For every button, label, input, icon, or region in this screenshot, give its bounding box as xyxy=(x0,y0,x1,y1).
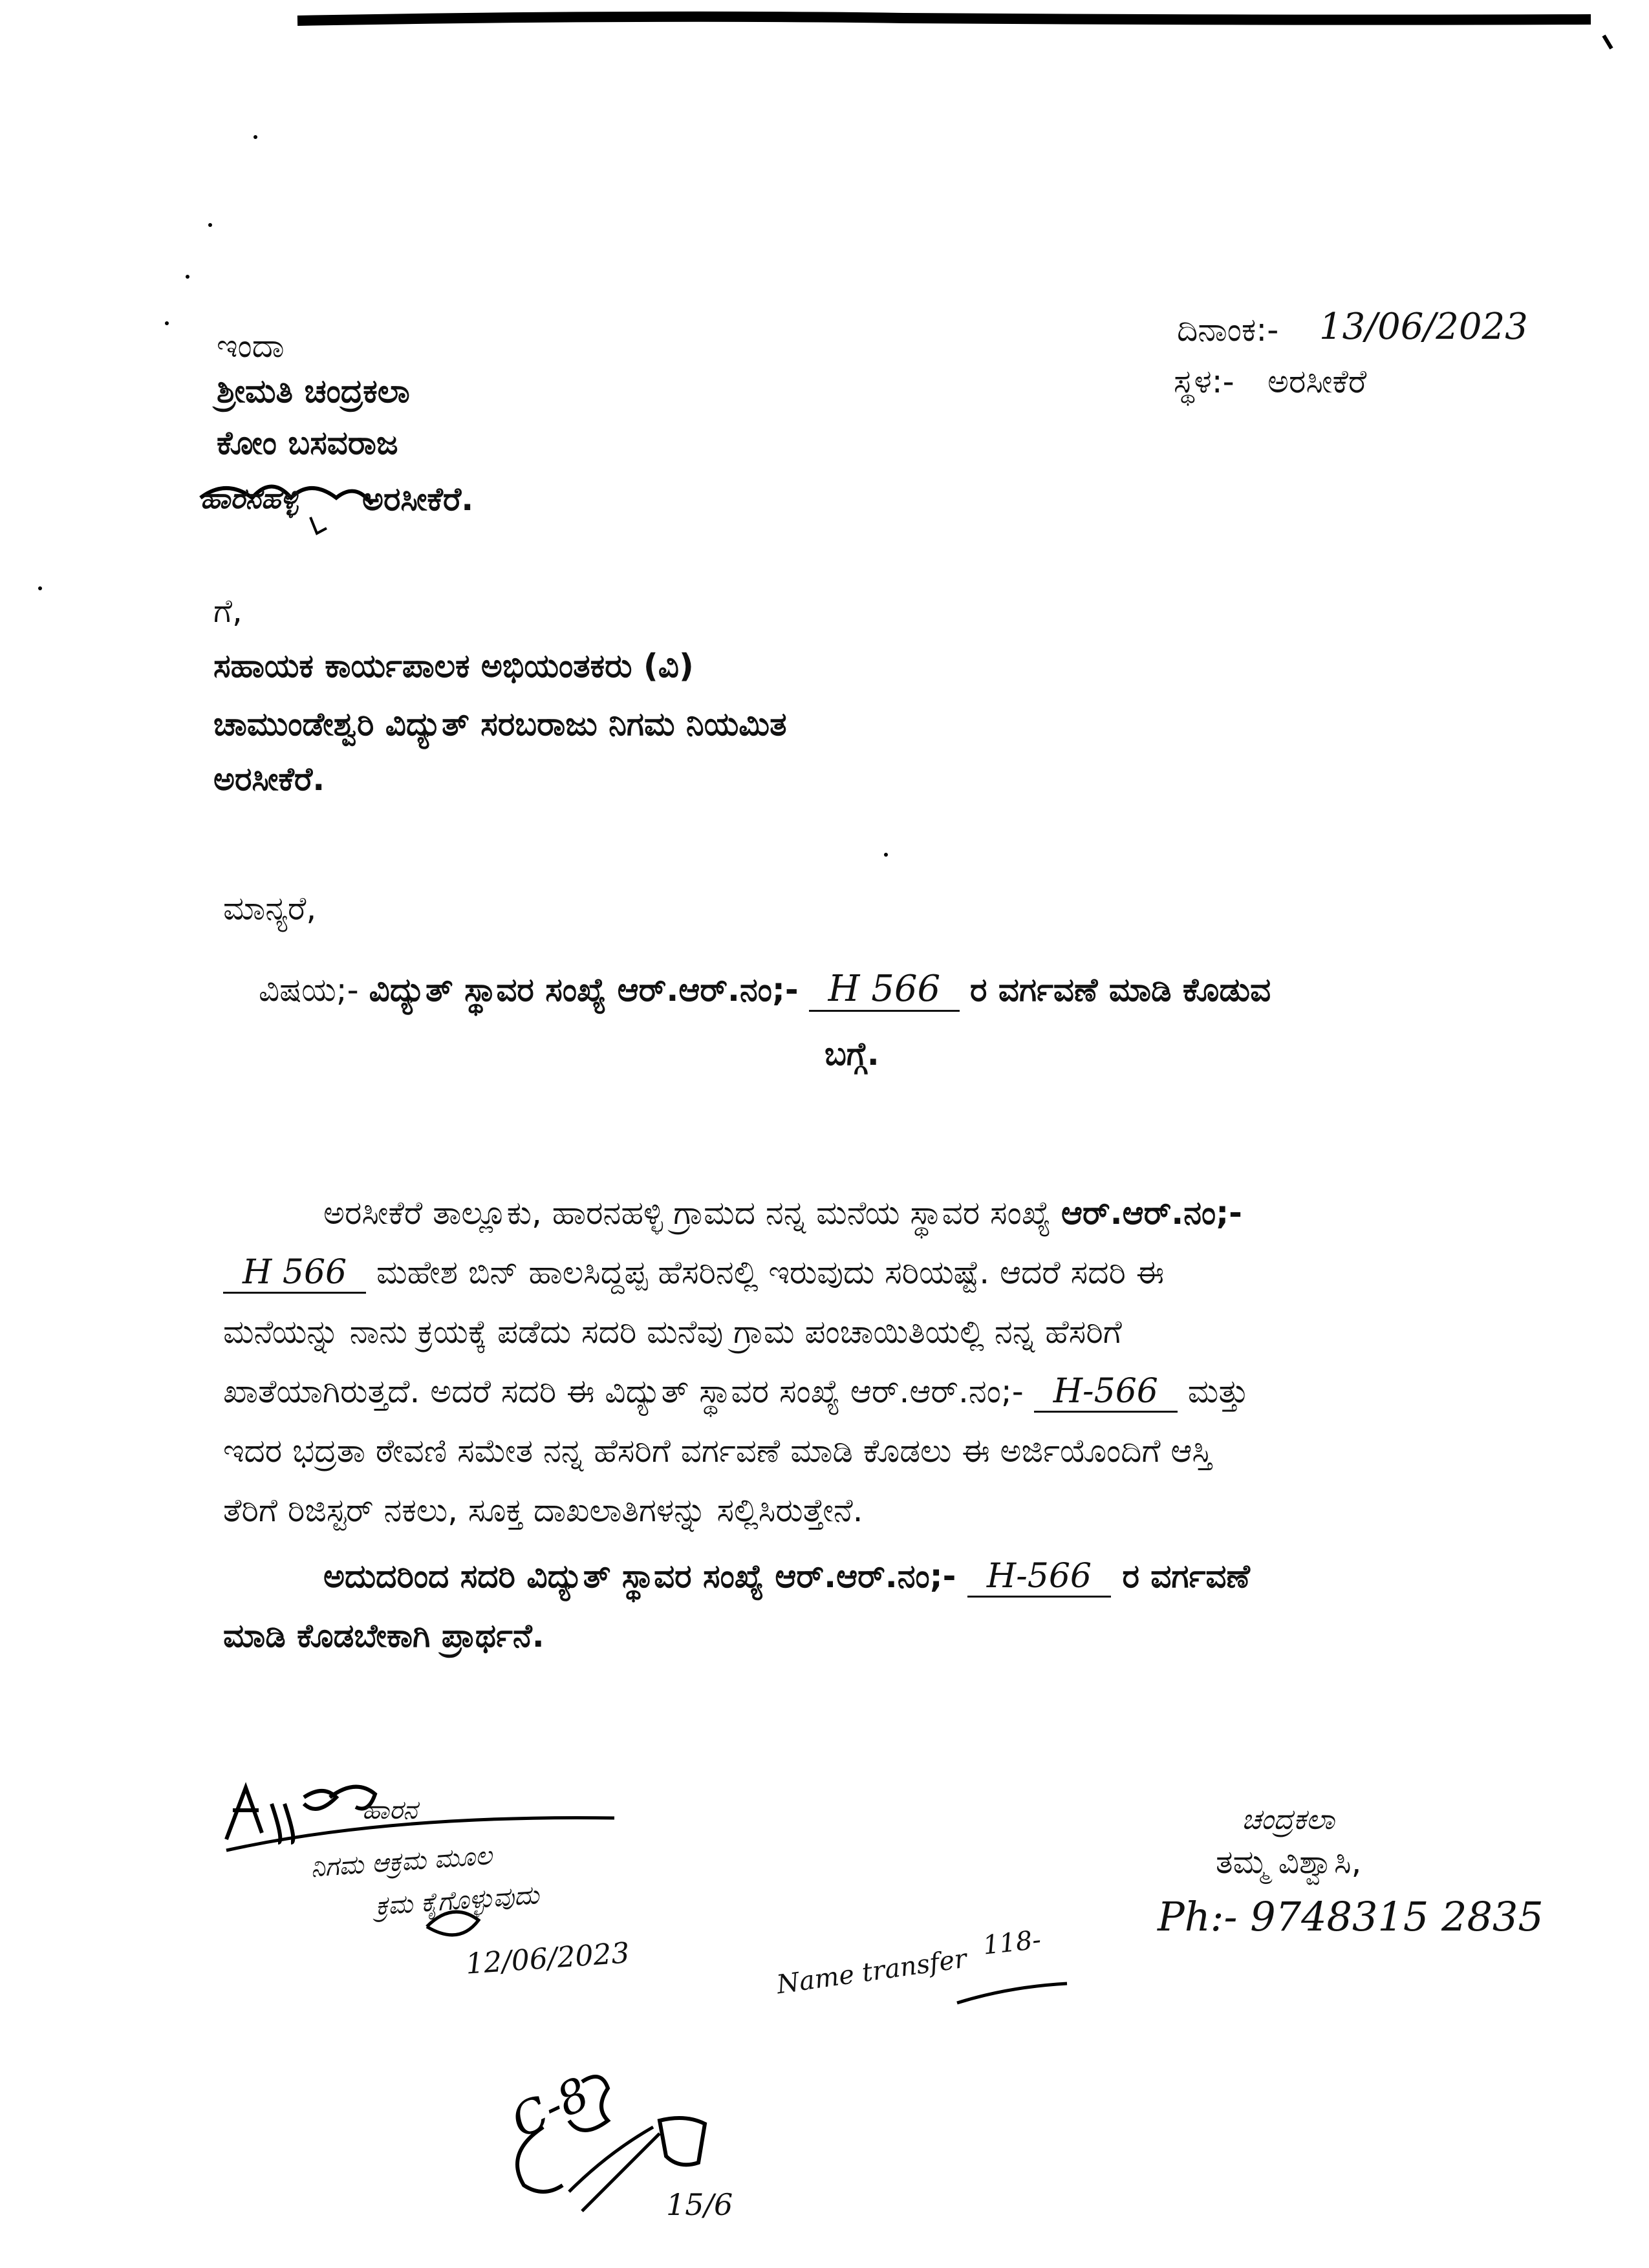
body-rr-label: ಆರ್.ಆರ್.ನಂ;- xyxy=(1061,1194,1242,1232)
body-line-6: ತೆರಿಗೆ ರಿಜಿಸ್ಟರ್ ನಕಲು, ಸೂಕ್ತ ದಾಖಲಾತಿಗಳನ್ನು ಸಲ್ಲಿಸಿರುತ್ತೇನೆ. xyxy=(223,1492,863,1529)
subject-line-1 xyxy=(259,970,1271,1009)
subject-label: ವಿಷಯ;- xyxy=(259,971,359,1009)
officer-signature xyxy=(226,1787,375,1843)
date-label: ದಿನಾಂಕ:- xyxy=(1177,311,1279,348)
sender-place: ಅರಸೀಕೆರೆ. xyxy=(362,480,474,518)
sender-name: ಶ್ರೀಮತಿ ಚಂದ್ರಕಲಾ xyxy=(217,372,410,410)
corner-mark xyxy=(1604,36,1611,48)
body-rr-number-2: H-566 xyxy=(1034,1372,1178,1413)
body-text: ಮತ್ತು xyxy=(1187,1373,1249,1410)
transfer-note-number: 118- xyxy=(981,1925,1043,1961)
body-line-5: ಇದರ ಭದ್ರತಾ ಠೇವಣಿ ಸಮೇತ ನನ್ನ ಹೆಸರಿಗೆ ವರ್ಗವಣೆ ಮಾಡಿ ಕೊಡಲು ಈ ಅರ್ಜಿಯೊಂದಿಗೆ ಆಸ್ತಿ xyxy=(223,1432,1212,1470)
annotation-line-3: ಕ್ರಮ ಕೈಗೊಳ್ಳುವುದು xyxy=(374,1880,540,1921)
from-label: ಇಂದಾ xyxy=(217,327,285,365)
body-rr-number-3: H-566 xyxy=(967,1557,1111,1598)
note-underline xyxy=(957,1984,1067,2003)
subject-text-2: ರ ವರ್ಗವಣೆ ಮಾಡಿ ಕೊಡುವ xyxy=(970,971,1271,1009)
salutation: ಮಾನ್ಯರೆ, xyxy=(223,890,317,927)
transfer-note: Name transfer xyxy=(775,1943,969,2000)
body-line-8: ಮಾಡಿ ಕೊಡಬೇಕಾಗಿ ಪ್ರಾರ್ಥನೆ. xyxy=(223,1617,544,1654)
yours-faithfully: ತಮ್ಮ ವಿಶ್ವಾಸಿ, xyxy=(1216,1843,1362,1881)
place-value: ಅರಸೀಕೆರೆ xyxy=(1267,363,1367,400)
phone-number: Ph:- 9748315 2835 xyxy=(1158,1893,1544,1940)
body-text: ಅದುದರಿಂದ ಸದರಿ ವಿದ್ಯುತ್ ಸ್ಥಾವರ ಸಂಖ್ಯೆ ಆರ್.ಆರ್.ನಂ;- xyxy=(323,1557,956,1595)
recipient-line-2: ಚಾಮುಂಡೇಶ್ವರಿ ವಿದ್ಯುತ್ ಸರಬರಾಜು ನಿಗಮ ನಿಯಮಿತ xyxy=(213,705,787,743)
body-text: ರ ವರ್ಗವಣೆ xyxy=(1122,1557,1250,1595)
subject-line-2: ಬಗ್ಗೆ. xyxy=(824,1035,879,1073)
annotation-date: 12/06/2023 xyxy=(464,1936,631,1981)
top-border-line xyxy=(297,17,1591,21)
recipient-line-3: ಅರಸೀಕೆರೆ. xyxy=(213,760,325,798)
village-scribble xyxy=(310,517,327,533)
sender-signature: ಚಂದ್ರಕಲಾ xyxy=(1242,1803,1335,1836)
body-line-3: ಮನೆಯನ್ನು ನಾನು ಕ್ರಯಕ್ಕೆ ಪಡೆದು ಸದರಿ ಮನೆವು ಗ್ರಾಮ ಪಂಚಾಯಿತಿಯಲ್ಲಿ ನನ್ನ ಹೆಸರಿಗೆ xyxy=(223,1313,1122,1351)
speck xyxy=(208,223,212,227)
place-label: ಸ್ಥಳ:- xyxy=(1174,363,1234,400)
speck xyxy=(38,586,42,590)
body-text: ಮಹೇಶ ಬಿನ್ ಹಾಲಸಿದ್ದಪ್ಪ ಹೆಸರಿನಲ್ಲಿ ಇರುವುದು ಸರಿಯಷ್ಟೆ. ಆದರೆ ಸದರಿ ಈ xyxy=(376,1254,1165,1291)
subject-text: ವಿದ್ಯುತ್ ಸ್ಥಾವರ ಸಂಖ್ಯೆ ಆರ್.ಆರ್.ನಂ;- xyxy=(369,971,799,1009)
bottom-initials xyxy=(569,2127,660,2211)
recipient-line-1: ಸಹಾಯಕ ಕಾರ್ಯಪಾಲಕ ಅಭಿಯಂತಕರು (ವಿ) xyxy=(213,647,694,685)
speck xyxy=(253,135,257,139)
body-line-4 xyxy=(223,1362,1249,1421)
body-rr-number-1: H 566 xyxy=(223,1253,366,1294)
bottom-code: C-8 xyxy=(503,2067,598,2148)
bottom-initials xyxy=(660,2118,705,2165)
body-line-2 xyxy=(223,1243,1164,1302)
sender-village: ಹಾರನಹಳ್ಳಿ xyxy=(200,482,299,515)
body-text: ಖಾತೆಯಾಗಿರುತ್ತದೆ. ಅದರೆ ಸದರಿ ಈ ವಿದ್ಯುತ್ ಸ್ಥಾವರ ಸಂಖ್ಯೆ ಆರ್.ಆರ್.ನಂ;- xyxy=(223,1373,1024,1410)
annotation-line-1: ಹಾರನ xyxy=(362,1795,418,1825)
body-line-7 xyxy=(323,1546,1250,1606)
to-label: ಗೆ, xyxy=(213,592,242,630)
annotation-line-2: ನಿಗಮ ಆಕ್ರಮ ಮೂಲ xyxy=(309,1841,493,1883)
sender-relation: ಕೋಂ ಬಸವರಾಜ xyxy=(217,424,398,462)
bottom-date: 15/6 xyxy=(666,2187,733,2222)
date-value: 13/06/2023 xyxy=(1319,306,1528,348)
speck xyxy=(884,853,888,857)
body-text: ಅರಸೀಕೆರೆ ತಾಲ್ಲೂಕು, ಹಾರನಹಳ್ಳಿ ಗ್ರಾಮದ ನನ್ನ ಮನೆಯ ಸ್ಥಾವರ ಸಂಖ್ಯೆ xyxy=(323,1194,1061,1232)
body-line-1 xyxy=(323,1183,1242,1243)
speck xyxy=(186,275,189,279)
subject-rr-number: H 566 xyxy=(809,968,960,1012)
speck xyxy=(165,321,169,325)
